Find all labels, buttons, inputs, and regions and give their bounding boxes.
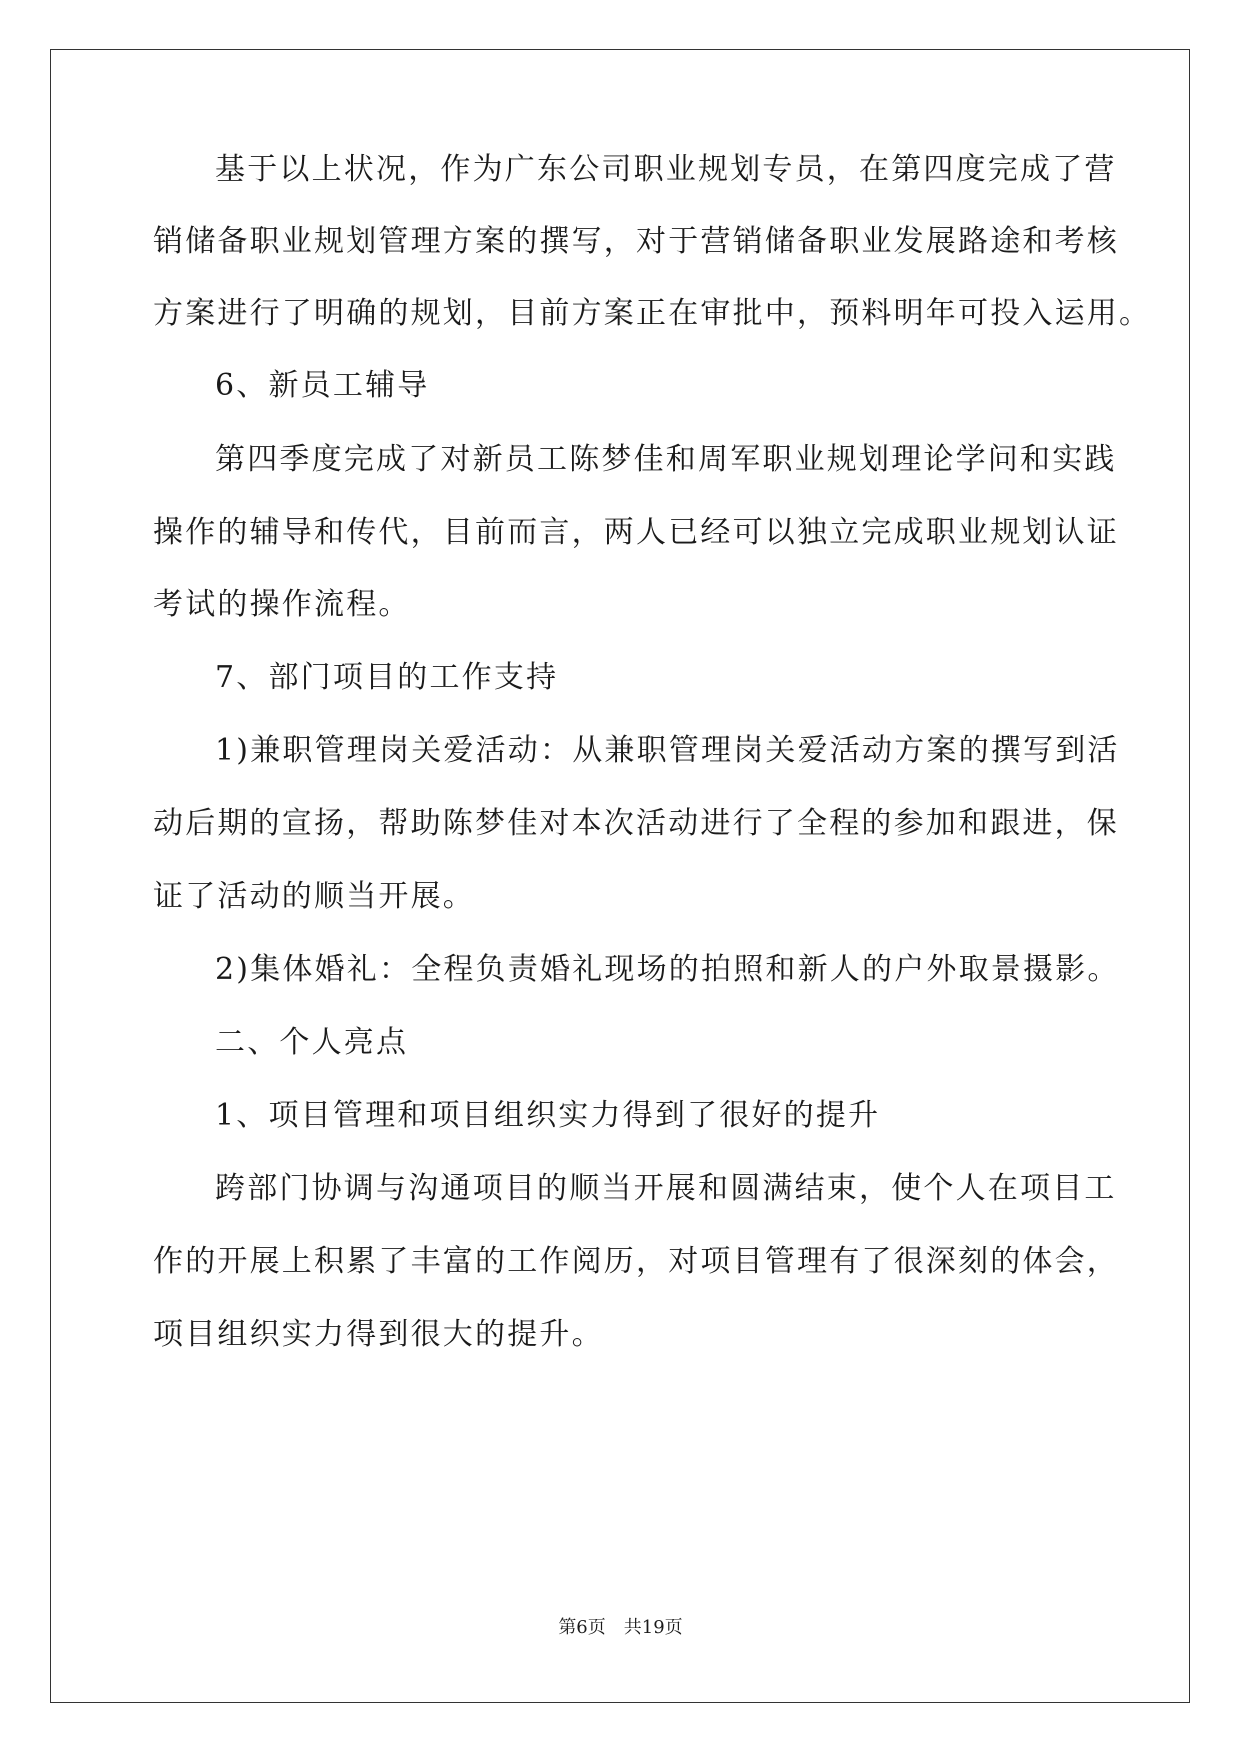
paragraph-line: 方案进行了明确的规划，目前方案正在审批中，预料明年可投入运用。 [153, 296, 1152, 331]
paragraph-line: 第四季度完成了对新员工陈梦佳和周军职业规划理论学问和实践 [215, 442, 1117, 477]
section-heading: 7、部门项目的工作支持 [215, 660, 559, 695]
page-number: 第6页 [558, 1617, 606, 1638]
paragraph-line: 项目组织实力得到很大的提升。 [153, 1317, 604, 1352]
paragraph-line: 1)兼职管理岗关爱活动：从兼职管理岗关爱活动方案的撰写到活 [215, 733, 1120, 768]
section-heading: 6、新员工辅导 [215, 368, 430, 403]
paragraph-line: 操作的辅导和传代，目前而言，两人已经可以独立完成职业规划认证 [153, 515, 1119, 550]
section-heading: 1、项目管理和项目组织实力得到了很好的提升 [215, 1098, 881, 1133]
paragraph-line: 2)集体婚礼：全程负责婚礼现场的拍照和新人的户外取景摄影。 [215, 952, 1120, 987]
paragraph-line: 基于以上状况，作为广东公司职业规划专员，在第四度完成了营 [215, 152, 1117, 187]
paragraph-line: 考试的操作流程。 [153, 587, 411, 622]
page-footer [0, 1616, 1241, 1640]
paragraph-line: 跨部门协调与沟通项目的顺当开展和圆满结束，使个人在项目工 [215, 1171, 1117, 1206]
paragraph-line: 证了活动的顺当开展。 [153, 879, 475, 914]
paragraph-line: 作的开展上积累了丰富的工作阅历，对项目管理有了很深刻的体会， [153, 1244, 1119, 1279]
paragraph-line: 动后期的宣扬，帮助陈梦佳对本次活动进行了全程的参加和跟进，保 [153, 806, 1119, 841]
page-total: 共19页 [623, 1617, 683, 1638]
paragraph-line: 销储备职业规划管理方案的撰写，对于营销储备职业发展路途和考核 [153, 224, 1119, 259]
section-heading: 二、个人亮点 [215, 1025, 409, 1060]
